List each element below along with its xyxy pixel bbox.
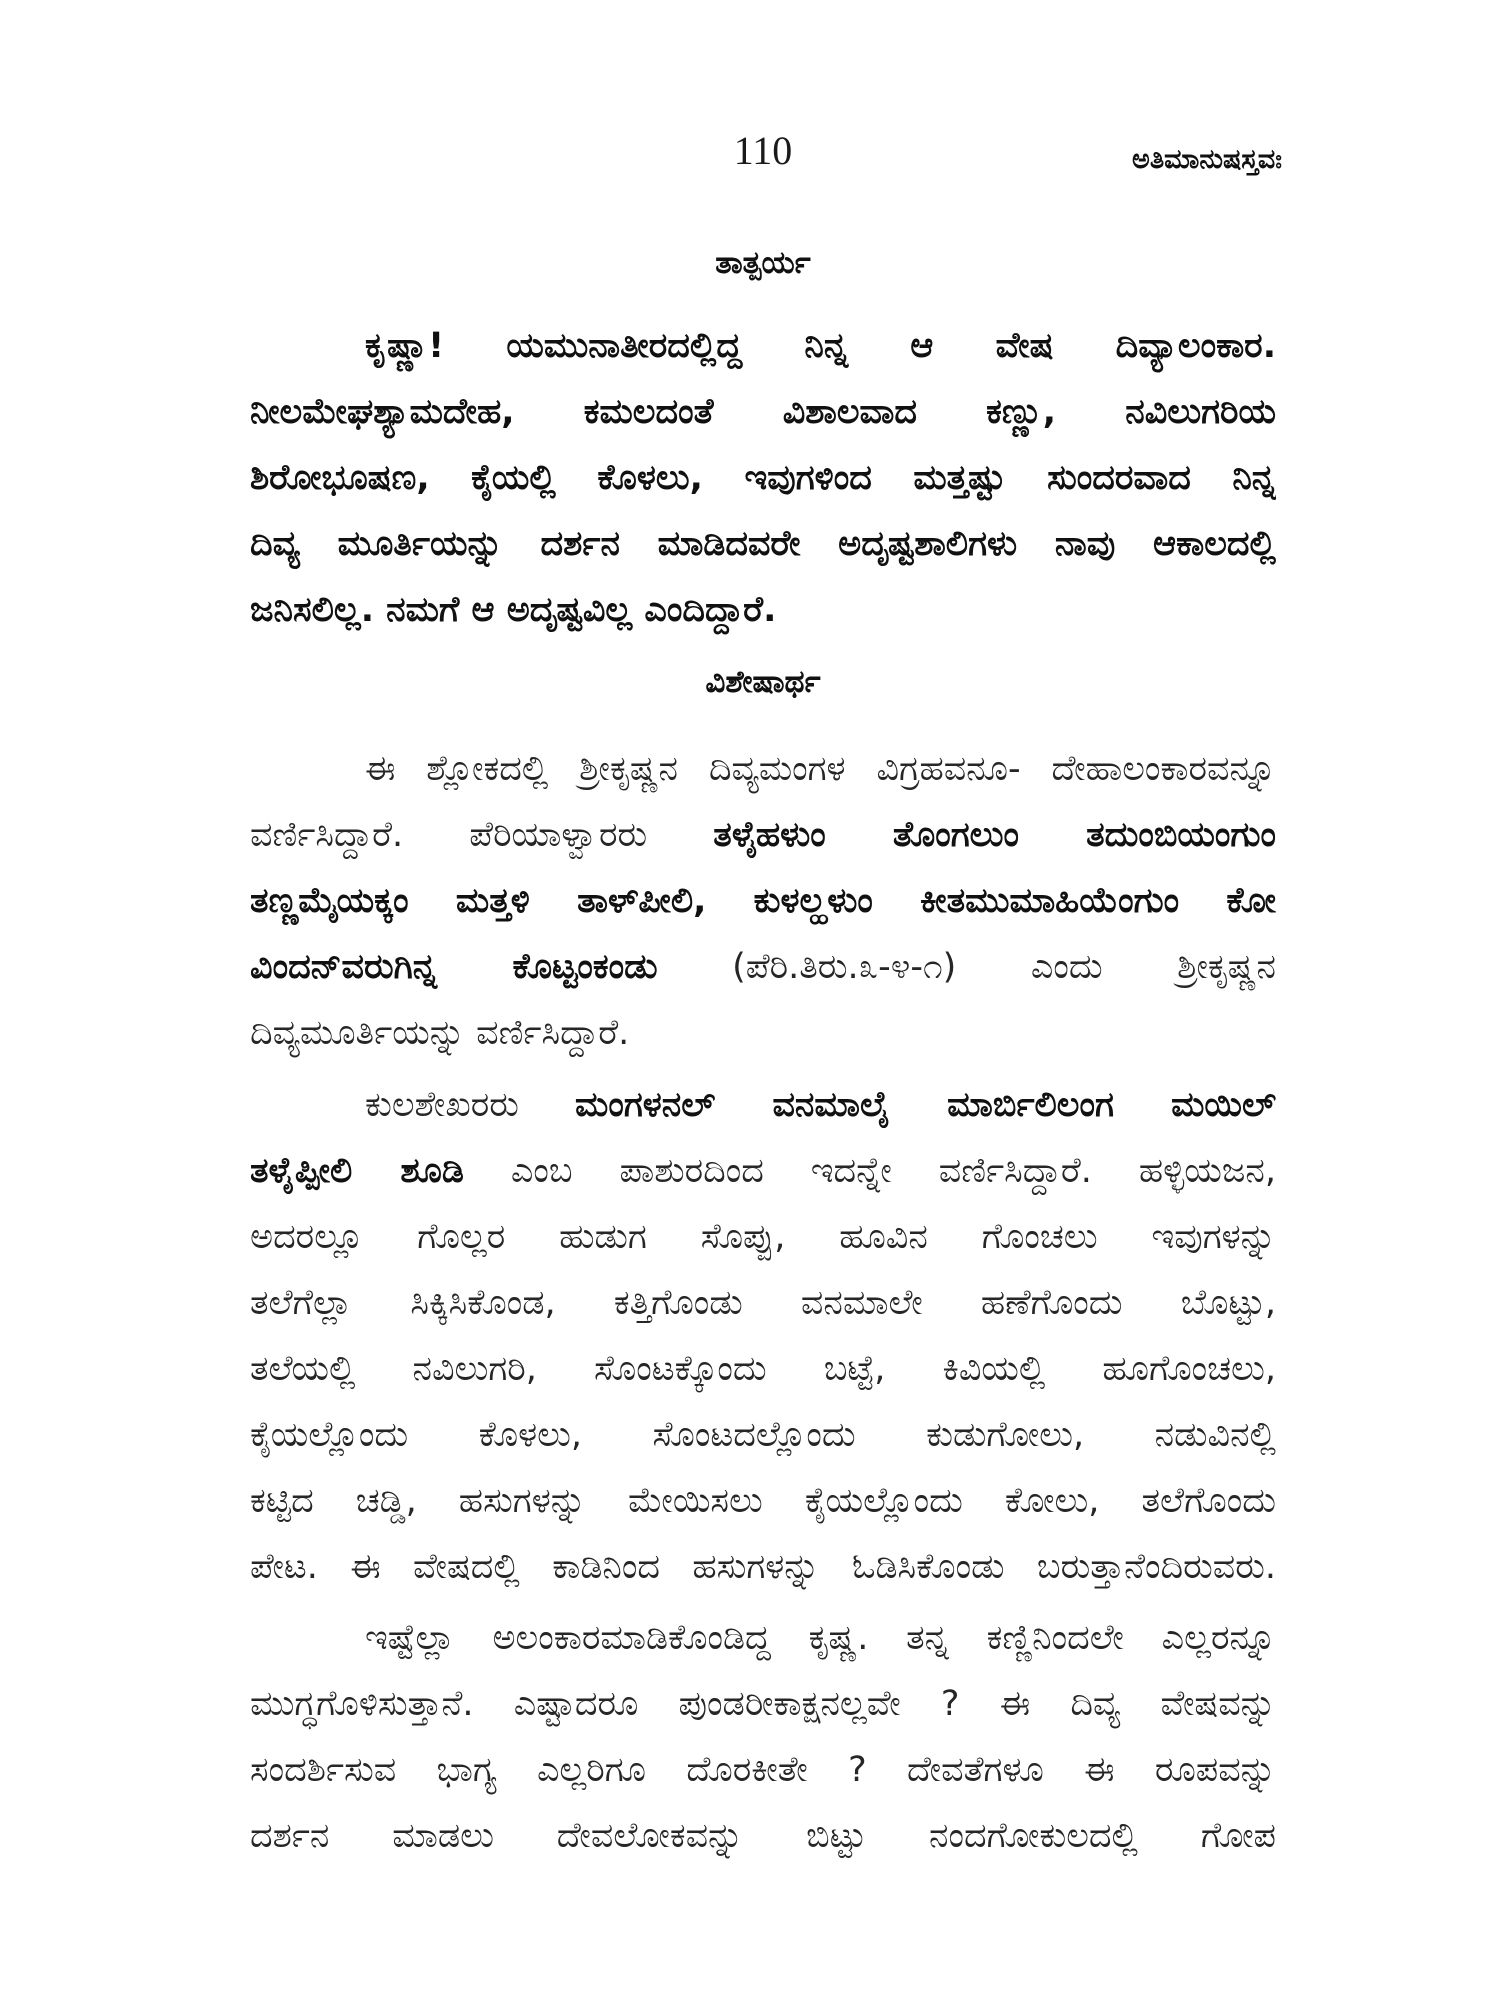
visheshartha-paragraph-1 — [250, 736, 1276, 1066]
line-text: ಕಟ್ಟಿದ ಚಡ್ಡಿ, ಹಸುಗಳನ್ನು ಮೇಯಿಸಲು ಕೈಯಲ್ಲೊಂದು ಕೋಲು, ತಲೆಗೊಂದು — [250, 1481, 1276, 1521]
line-text: ನೀಲಮೇಘಶ್ಯಾಮದೇಹ, ಕಮಲದಂತೆ ವಿಶಾಲವಾದ ಕಣ್ಣು, ನವಿಲುಗರಿಯ — [250, 392, 1276, 432]
line-text: ಎಂದು ಶ್ರೀಕೃಷ್ಣನ — [1030, 947, 1276, 987]
text-line — [250, 1072, 1276, 1138]
text-line — [250, 379, 1276, 445]
text-line — [250, 1671, 1276, 1737]
line-text: ತಲೆಗೆಲ್ಲಾ ಸಿಕ್ಕಿಸಿಕೊಂಡ, ಕತ್ತಿಗೊಂಡು ವನಮಾಲೇ ಹಣೆಗೊಂದು ಬೊಟ್ಟು, — [250, 1283, 1276, 1323]
text-line — [250, 1737, 1276, 1803]
line-text: ಕೃಷ್ಣಾ! ಯಮುನಾತೀರದಲ್ಲಿದ್ದ ನಿನ್ನ ಆ ವೇಷ ದಿವ್ಯಾಲಂಕಾರ. — [365, 326, 1276, 366]
visheshartha-paragraph-3 — [250, 1605, 1276, 1869]
verse-quote: ತಣ್ಣಮೈಯಕ್ಕಂ ಮತ್ತಳಿ ತಾಳ್‌ಪೀಲಿ, ಕುಳಲ್ಹಳುಂ ಕೀತಮುಮಾಹಿಯೆಂಗುಂ ಕೋ — [250, 881, 1276, 921]
line-text: ಮುಗ್ಧಗೊಳಿಸುತ್ತಾನೆ. ಎಷ್ಟಾದರೂ ಪುಂಡರೀಕಾಕ್ಷನಲ್ಲವೇ ? ಈ ದಿವ್ಯ ವೇಷವನ್ನು — [250, 1684, 1276, 1724]
verse-citation: (ಪೆರಿ.ತಿರು.೩-೪-೧) — [732, 947, 957, 987]
text-line — [250, 934, 1276, 1000]
line-text: ದಿವ್ಯಮೂರ್ತಿಯನ್ನು ವರ್ಣಿಸಿದ್ದಾರೆ. — [250, 1013, 630, 1053]
text-line — [250, 1270, 1276, 1336]
text-line — [250, 1204, 1276, 1270]
verse-quote: ವಿಂದನ್‌ವರುಗಿನ್ನ ಕೊಟ್ಟಂಕಂಡು — [250, 947, 658, 987]
text-line — [250, 1534, 1276, 1600]
line-text: ಜನಿಸಲಿಲ್ಲ. ನಮಗೆ ಆ ಅದೃಷ್ಟವಿಲ್ಲ ಎಂದಿದ್ದಾರೆ. — [250, 590, 777, 630]
line-text: ದಿವ್ಯ ಮೂರ್ತಿಯನ್ನು ದರ್ಶನ ಮಾಡಿದವರೇ ಅದೃಷ್ಟಶಾಲಿಗಳು ನಾವು ಆಕಾಲದಲ್ಲಿ — [250, 524, 1276, 564]
line-text: ವರ್ಣಿಸಿದ್ದಾರೆ. ಪೆರಿಯಾಳ್ವಾರರು — [250, 815, 648, 855]
verse-quote: ತಳೈಪ್ಪೀಲಿ ಶೂಡಿ — [250, 1151, 464, 1191]
running-title: ಅತಿಮಾನುಷಸ್ತವಃ — [1132, 144, 1282, 175]
section-heading-tatparya: ತಾತ್ಪರ್ಯ — [715, 245, 811, 281]
text-line — [250, 1336, 1276, 1402]
line-text: ಶಿರೋಭೂಷಣ, ಕೈಯಲ್ಲಿ ಕೊಳಲು, ಇವುಗಳಿಂದ ಮತ್ತಷ್ಟು ಸುಂದರವಾದ ನಿನ್ನ — [250, 458, 1276, 498]
section-heading-visheshartha: ವಿಶೇಷಾರ್ಥ — [705, 664, 821, 700]
tatparya-paragraph — [250, 313, 1276, 643]
line-text: ಸಂದರ್ಶಿಸುವ ಭಾಗ್ಯ ಎಲ್ಲರಿಗೂ ದೊರಕೀತೇ ? ದೇವತೆಗಳೂ ಈ ರೂಪವನ್ನು — [250, 1750, 1276, 1790]
text-line — [250, 1000, 1276, 1066]
line-text: ಕುಲಶೇಖರರು — [365, 1085, 519, 1125]
text-line — [250, 1138, 1276, 1204]
line-text: ಕೈಯಲ್ಲೊಂದು ಕೊಳಲು, ಸೊಂಟದಲ್ಲೊಂದು ಕುಡುಗೋಲು, ನಡುವಿನಲ್ಲಿ — [250, 1415, 1276, 1455]
text-line — [250, 511, 1276, 577]
line-text: ಎಂಬ ಪಾಶುರದಿಂದ ಇದನ್ನೇ ವರ್ಣಿಸಿದ್ದಾರೆ. ಹಳ್ಳಿಯಜನ, — [510, 1151, 1276, 1191]
text-line — [250, 1468, 1276, 1534]
line-text: ಪೇಟ. ಈ ವೇಷದಲ್ಲಿ ಕಾಡಿನಿಂದ ಹಸುಗಳನ್ನು ಓಡಿಸಿಕೊಂಡು ಬರುತ್ತಾನೆಂದಿರುವರು. — [250, 1547, 1276, 1587]
line-text: ಇಷ್ಟೆಲ್ಲಾ ಅಲಂಕಾರಮಾಡಿಕೊಂಡಿದ್ದ ಕೃಷ್ಣ. ತನ್ನ ಕಣ್ಣಿನಿಂದಲೇ ಎಲ್ಲರನ್ನೂ — [365, 1618, 1276, 1658]
verse-quote: ಮಂಗಳನಲ್ ವನಮಾಲೈ ಮಾರ್ಬಿಲಿಲಂಗ ಮಯಿಲ್ — [575, 1085, 1276, 1125]
text-line — [250, 577, 1276, 643]
text-line — [250, 1803, 1276, 1869]
text-line — [250, 868, 1276, 934]
text-line — [250, 1402, 1276, 1468]
text-line — [250, 802, 1276, 868]
visheshartha-paragraph-2 — [250, 1072, 1276, 1600]
page-number: 110 — [733, 128, 793, 173]
line-text: ದರ್ಶನ ಮಾಡಲು ದೇವಲೋಕವನ್ನು ಬಿಟ್ಟು ನಂದಗೋಕುಲದಲ್ಲಿ ಗೋಪ — [250, 1816, 1276, 1856]
text-line — [250, 313, 1276, 379]
text-line — [250, 1605, 1276, 1671]
text-line — [250, 445, 1276, 511]
line-text: ತಲೆಯಲ್ಲಿ ನವಿಲುಗರಿ, ಸೊಂಟಕ್ಕೊಂದು ಬಟ್ಟೆ, ಕಿವಿಯಲ್ಲಿ ಹೂಗೊಂಚಲು, — [250, 1349, 1276, 1389]
verse-quote: ತಳೈಹಳುಂ ತೊಂಗಲುಂ ತದುಂಬಿಯಂಗುಂ — [713, 815, 1276, 855]
text-line — [250, 736, 1276, 802]
line-text: ಈ ಶ್ಲೋಕದಲ್ಲಿ ಶ್ರೀಕೃಷ್ಣನ ದಿವ್ಯಮಂಗಳ ವಿಗ್ರಹವನೂ- ದೇಹಾಲಂಕಾರವನ್ನೂ — [365, 749, 1276, 789]
line-text: ಅದರಲ್ಲೂ ಗೊಲ್ಲರ ಹುಡುಗ ಸೊಪ್ಪು, ಹೂವಿನ ಗೊಂಚಲು ಇವುಗಳನ್ನು — [250, 1217, 1276, 1257]
